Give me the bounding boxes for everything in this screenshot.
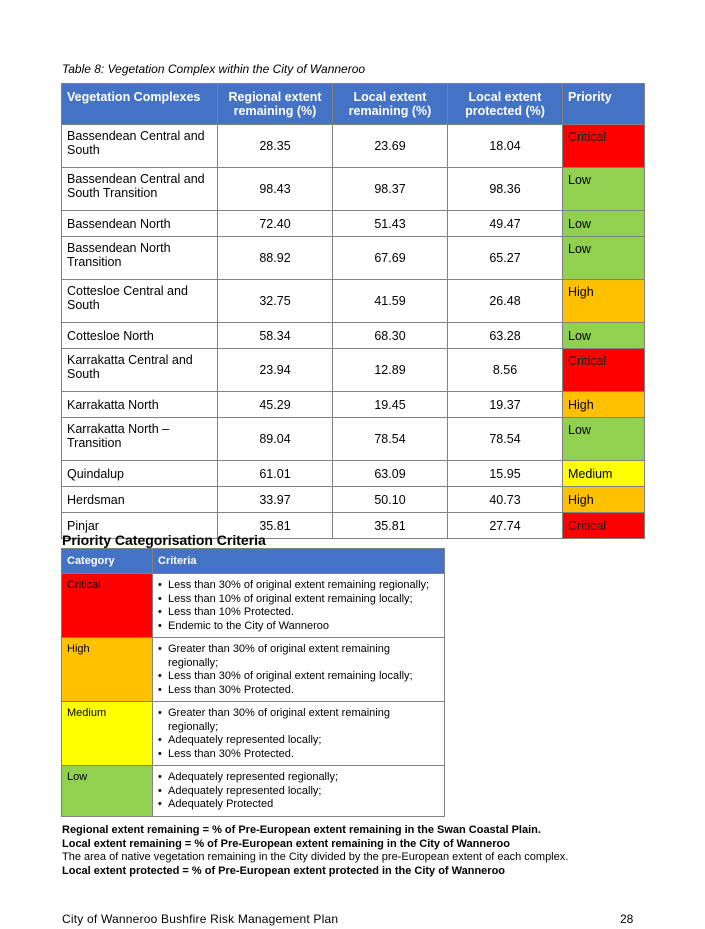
local-extent-value: 19.45 <box>333 392 448 418</box>
table-row <box>62 168 645 211</box>
priority-cell: Critical <box>563 125 645 168</box>
local-protected-value: 8.56 <box>448 349 563 392</box>
priority-cell: High <box>563 392 645 418</box>
criteria-category: Low <box>62 766 153 817</box>
header-vegetation-complexes: Vegetation Complexes <box>62 84 218 125</box>
criteria-list <box>158 707 439 761</box>
vegetation-complex-name: Bassendean North <box>62 211 218 237</box>
table-caption: Table 8: Vegetation Complex within the City of Wanneroo <box>62 62 366 76</box>
regional-extent-value: 98.43 <box>218 168 333 211</box>
local-protected-value: 26.48 <box>448 280 563 323</box>
regional-extent-value: 33.97 <box>218 487 333 513</box>
criteria-item: • Adequately represented locally; <box>158 785 439 799</box>
criteria-item: • Less than 30% Protected. <box>158 684 439 698</box>
definitions-notes <box>62 824 662 878</box>
criteria-item: • Less than 10% Protected. <box>158 606 439 620</box>
header-local-extent: Local extent remaining (%) <box>333 84 448 125</box>
criteria-list <box>158 771 439 812</box>
table-row <box>62 392 645 418</box>
local-extent-value: 35.81 <box>333 513 448 539</box>
table-row <box>62 323 645 349</box>
criteria-list <box>158 579 439 633</box>
criteria-header-row <box>62 549 445 574</box>
vegetation-complex-name: Cottesloe North <box>62 323 218 349</box>
criteria-title: Priority Categorisation Criteria <box>62 532 266 548</box>
vegetation-complex-name: Herdsman <box>62 487 218 513</box>
header-local-protected: Local extent protected (%) <box>448 84 563 125</box>
table-row <box>62 280 645 323</box>
local-extent-value: 23.69 <box>333 125 448 168</box>
regional-extent-value: 32.75 <box>218 280 333 323</box>
header-priority: Priority <box>563 84 645 125</box>
table-row <box>62 461 645 487</box>
regional-extent-value: 61.01 <box>218 461 333 487</box>
footer-page-number: 28 <box>620 912 634 926</box>
definition-line: Local extent protected = % of Pre-European extent protected in the City of Wanneroo <box>62 864 506 877</box>
criteria-category: Medium <box>62 702 153 766</box>
table-row <box>62 237 645 280</box>
local-protected-value: 18.04 <box>448 125 563 168</box>
table-row <box>62 125 645 168</box>
criteria-item: • Less than 30% of original extent remaining locally; <box>158 670 439 684</box>
local-protected-value: 78.54 <box>448 418 563 461</box>
criteria-item: • Less than 10% of original extent remaining locally; <box>158 593 439 607</box>
criteria-row <box>62 766 445 817</box>
vegetation-complex-name: Bassendean Central and South Transition <box>62 168 218 211</box>
vegetation-complex-name: Karrakatta North – Transition <box>62 418 218 461</box>
regional-extent-value: 72.40 <box>218 211 333 237</box>
criteria-list-cell <box>153 638 445 702</box>
regional-extent-value: 89.04 <box>218 418 333 461</box>
criteria-category: Critical <box>62 574 153 638</box>
priority-criteria-table <box>61 548 445 817</box>
table-row <box>62 211 645 237</box>
regional-extent-value: 35.81 <box>218 513 333 539</box>
regional-extent-value: 45.29 <box>218 392 333 418</box>
table-row <box>62 418 645 461</box>
header-category: Category <box>62 549 153 574</box>
regional-extent-value: 23.94 <box>218 349 333 392</box>
criteria-item: • Less than 30% of original extent remaining regionally; <box>158 579 439 593</box>
criteria-list-cell <box>153 574 445 638</box>
footer-document-title: City of Wanneroo Bushfire Risk Management Plan <box>62 912 339 926</box>
definition-line: Local extent remaining = % of Pre-European extent remaining in the City of Wanneroo <box>62 837 510 850</box>
local-extent-value: 12.89 <box>333 349 448 392</box>
criteria-row <box>62 638 445 702</box>
regional-extent-value: 58.34 <box>218 323 333 349</box>
local-protected-value: 19.37 <box>448 392 563 418</box>
local-protected-value: 49.47 <box>448 211 563 237</box>
criteria-item: • Adequately represented locally; <box>158 734 439 748</box>
priority-cell: Low <box>563 323 645 349</box>
regional-extent-value: 28.35 <box>218 125 333 168</box>
criteria-row <box>62 574 445 638</box>
vegetation-complex-name: Karrakatta North <box>62 392 218 418</box>
priority-cell: Low <box>563 237 645 280</box>
criteria-list-cell <box>153 766 445 817</box>
criteria-item: • Adequately Protected <box>158 798 439 812</box>
vegetation-complex-name: Karrakatta Central and South <box>62 349 218 392</box>
local-extent-value: 50.10 <box>333 487 448 513</box>
vegetation-complex-name: Pinjar <box>62 513 218 539</box>
priority-cell: Medium <box>563 461 645 487</box>
criteria-item: • Endemic to the City of Wanneroo <box>158 620 439 634</box>
vegetation-complex-name: Cottesloe Central and South <box>62 280 218 323</box>
priority-cell: Low <box>563 211 645 237</box>
priority-cell: Low <box>563 418 645 461</box>
local-protected-value: 15.95 <box>448 461 563 487</box>
criteria-item: • Greater than 30% of original extent remaining regionally; <box>158 707 439 734</box>
local-extent-value: 98.37 <box>333 168 448 211</box>
regional-extent-value: 88.92 <box>218 237 333 280</box>
priority-cell: High <box>563 487 645 513</box>
local-protected-value: 27.74 <box>448 513 563 539</box>
definition-line: The area of native vegetation remaining in the City divided by the pre-European extent of each complex. <box>62 851 569 864</box>
criteria-category: High <box>62 638 153 702</box>
criteria-list-cell <box>153 702 445 766</box>
vegetation-complex-name: Bassendean Central and South <box>62 125 218 168</box>
local-extent-value: 68.30 <box>333 323 448 349</box>
local-protected-value: 40.73 <box>448 487 563 513</box>
table-row <box>62 487 645 513</box>
local-extent-value: 51.43 <box>333 211 448 237</box>
table-row <box>62 349 645 392</box>
vegetation-complex-name: Bassendean North Transition <box>62 237 218 280</box>
priority-cell: Low <box>563 168 645 211</box>
criteria-item: • Adequately represented regionally; <box>158 771 439 785</box>
local-protected-value: 63.28 <box>448 323 563 349</box>
priority-cell: Critical <box>563 349 645 392</box>
priority-cell: High <box>563 280 645 323</box>
local-extent-value: 67.69 <box>333 237 448 280</box>
vegetation-complex-name: Quindalup <box>62 461 218 487</box>
local-extent-value: 78.54 <box>333 418 448 461</box>
criteria-item: • Less than 30% Protected. <box>158 748 439 762</box>
local-extent-value: 63.09 <box>333 461 448 487</box>
criteria-row <box>62 702 445 766</box>
local-protected-value: 98.36 <box>448 168 563 211</box>
header-regional-extent: Regional extent remaining (%) <box>218 84 333 125</box>
local-protected-value: 65.27 <box>448 237 563 280</box>
header-criteria: Criteria <box>153 549 445 574</box>
local-extent-value: 41.59 <box>333 280 448 323</box>
priority-cell: Critical <box>563 513 645 539</box>
vegetation-complex-table <box>61 83 645 539</box>
table-header-row <box>62 84 645 125</box>
definition-line: Regional extent remaining = % of Pre-European extent remaining in the Swan Coastal Plain. <box>62 824 541 836</box>
criteria-item: • Greater than 30% of original extent remaining regionally; <box>158 643 439 670</box>
criteria-list <box>158 643 439 697</box>
